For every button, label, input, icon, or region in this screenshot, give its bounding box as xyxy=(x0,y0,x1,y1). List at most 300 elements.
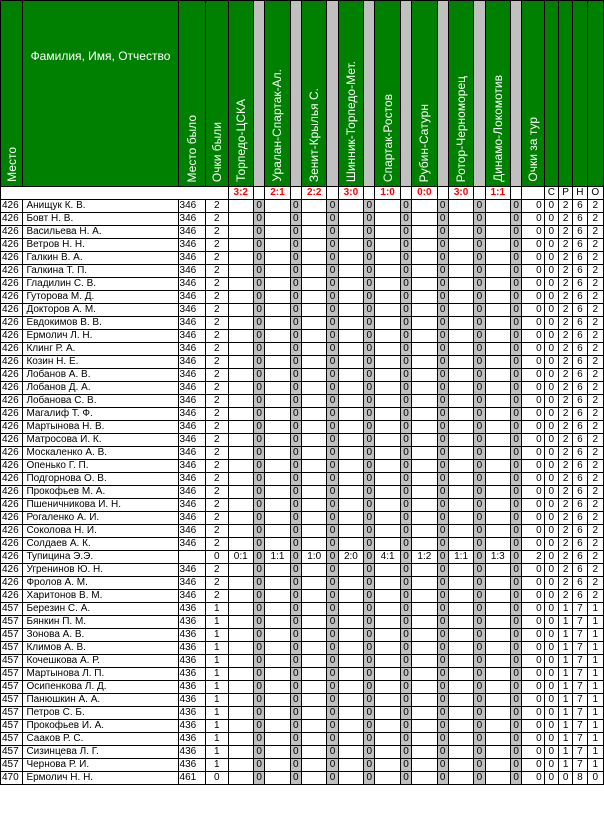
cell-n: 6 xyxy=(573,473,587,486)
cell-match-points: 0 xyxy=(511,772,522,785)
table-row xyxy=(1,759,604,772)
cell-prediction xyxy=(375,213,401,226)
cell-match-points: 0 xyxy=(400,226,411,239)
cell-match-points: 0 xyxy=(290,577,301,590)
cell-n: 7 xyxy=(573,642,587,655)
cell-o: 2 xyxy=(587,226,603,239)
cell-name: Гуторова М. Д. xyxy=(23,291,178,304)
cell-prediction xyxy=(265,564,291,577)
cell-prediction xyxy=(301,278,327,291)
cell-match-points: 0 xyxy=(254,447,265,460)
cell-match-points: 0 xyxy=(290,278,301,291)
cell-name: Галкина Т. П. xyxy=(23,265,178,278)
cell-match-points: 0 xyxy=(290,200,301,213)
cell-r: 2 xyxy=(558,551,572,564)
cell-prediction xyxy=(265,226,291,239)
match-score-spacer xyxy=(474,187,485,200)
cell-prediction xyxy=(301,473,327,486)
cell-s: 0 xyxy=(544,226,558,239)
cell-prediction xyxy=(301,486,327,499)
cell-prediction xyxy=(448,642,474,655)
cell-prediction xyxy=(412,213,438,226)
cell-n: 7 xyxy=(573,629,587,642)
cell-match-points: 0 xyxy=(254,460,265,473)
cell-match-points: 0 xyxy=(254,733,265,746)
cell-n: 6 xyxy=(573,382,587,395)
cell-match-points: 0 xyxy=(400,330,411,343)
cell-s: 0 xyxy=(544,772,558,785)
cell-prediction xyxy=(228,304,254,317)
cell-place-was: 346 xyxy=(178,460,206,473)
cell-match-points: 0 xyxy=(400,395,411,408)
cell-prediction xyxy=(338,486,364,499)
cell-match-points: 0 xyxy=(364,304,375,317)
cell-match-points: 0 xyxy=(290,759,301,772)
header-fio: Фамилия, Имя, Отчество xyxy=(23,1,178,187)
cell-prediction xyxy=(265,421,291,434)
cell-match-points: 0 xyxy=(327,473,338,486)
cell-prediction xyxy=(375,668,401,681)
cell-o: 2 xyxy=(587,304,603,317)
cell-match-points: 0 xyxy=(254,564,265,577)
cell-prediction xyxy=(448,213,474,226)
cell-prediction xyxy=(485,616,511,629)
cell-match-points: 0 xyxy=(254,551,265,564)
cell-match-points: 0 xyxy=(437,551,448,564)
cell-name: Осипенкова Л. Д. xyxy=(23,681,178,694)
cell-n: 7 xyxy=(573,603,587,616)
cell-match-points: 0 xyxy=(474,538,485,551)
header-srno-label: Р xyxy=(558,187,572,200)
match-score-spacer xyxy=(364,187,375,200)
cell-place: 426 xyxy=(1,525,23,538)
cell-points-tour: 0 xyxy=(522,564,544,577)
cell-match-points: 0 xyxy=(327,538,338,551)
cell-r: 2 xyxy=(558,356,572,369)
header-srno-blank xyxy=(573,1,587,187)
table-row xyxy=(1,421,604,434)
cell-match-points: 0 xyxy=(290,226,301,239)
cell-name: Гладилин С. В. xyxy=(23,278,178,291)
cell-prediction xyxy=(301,642,327,655)
cell-o: 2 xyxy=(587,252,603,265)
cell-match-points: 0 xyxy=(437,720,448,733)
match-score: 3:2 xyxy=(228,187,254,200)
cell-match-points: 0 xyxy=(364,564,375,577)
cell-prediction xyxy=(412,460,438,473)
cell-r: 2 xyxy=(558,408,572,421)
cell-match-points: 0 xyxy=(474,486,485,499)
cell-match-points: 0 xyxy=(511,733,522,746)
cell-match-points: 0 xyxy=(364,525,375,538)
cell-match-points: 0 xyxy=(327,564,338,577)
cell-match-points: 0 xyxy=(327,252,338,265)
cell-match-points: 0 xyxy=(364,551,375,564)
cell-n: 6 xyxy=(573,252,587,265)
cell-match-points: 0 xyxy=(364,603,375,616)
cell-match-points: 0 xyxy=(400,278,411,291)
cell-match-points: 0 xyxy=(254,265,265,278)
cell-match-points: 0 xyxy=(511,369,522,382)
cell-name: Галкин В. А. xyxy=(23,252,178,265)
cell-match-points: 0 xyxy=(290,512,301,525)
cell-match-points: 0 xyxy=(437,369,448,382)
cell-place-was: 346 xyxy=(178,512,206,525)
cell-match-points: 0 xyxy=(400,655,411,668)
cell-match-points: 0 xyxy=(254,291,265,304)
cell-prediction xyxy=(485,642,511,655)
cell-s: 0 xyxy=(544,343,558,356)
cell-prediction xyxy=(448,590,474,603)
cell-n: 6 xyxy=(573,343,587,356)
cell-points-were: 2 xyxy=(206,317,228,330)
cell-prediction xyxy=(338,343,364,356)
cell-prediction xyxy=(228,577,254,590)
cell-place: 426 xyxy=(1,356,23,369)
cell-place: 426 xyxy=(1,226,23,239)
cell-n: 7 xyxy=(573,746,587,759)
cell-match-points: 0 xyxy=(474,395,485,408)
cell-match-points: 0 xyxy=(437,733,448,746)
cell-place-was: 346 xyxy=(178,200,206,213)
cell-match-points: 0 xyxy=(290,707,301,720)
cell-place: 426 xyxy=(1,317,23,330)
cell-name: Бовт Н. В. xyxy=(23,213,178,226)
cell-match-points: 0 xyxy=(364,720,375,733)
cell-prediction xyxy=(338,668,364,681)
cell-prediction xyxy=(228,343,254,356)
cell-match-points: 0 xyxy=(290,655,301,668)
cell-points-tour: 0 xyxy=(522,655,544,668)
cell-match-points: 0 xyxy=(511,278,522,291)
cell-match-points: 0 xyxy=(400,603,411,616)
cell-name: Матросова И. К. xyxy=(23,434,178,447)
cell-prediction: 1:1 xyxy=(448,551,474,564)
cell-prediction xyxy=(375,343,401,356)
cell-prediction xyxy=(375,317,401,330)
cell-match-points: 0 xyxy=(364,239,375,252)
table-row xyxy=(1,343,604,356)
cell-o: 0 xyxy=(587,772,603,785)
cell-points-tour: 0 xyxy=(522,629,544,642)
cell-points-tour: 0 xyxy=(522,590,544,603)
cell-prediction xyxy=(338,421,364,434)
cell-prediction xyxy=(265,343,291,356)
cell-points-tour: 0 xyxy=(522,291,544,304)
cell-r: 2 xyxy=(558,395,572,408)
cell-points-tour: 0 xyxy=(522,668,544,681)
cell-s: 0 xyxy=(544,356,558,369)
cell-match-points: 0 xyxy=(364,642,375,655)
cell-place-was xyxy=(178,551,206,564)
cell-prediction xyxy=(228,421,254,434)
cell-prediction xyxy=(448,772,474,785)
cell-match-points: 0 xyxy=(474,473,485,486)
cell-prediction xyxy=(301,356,327,369)
cell-match-points: 0 xyxy=(327,213,338,226)
cell-match-points: 0 xyxy=(511,642,522,655)
cell-prediction xyxy=(375,694,401,707)
cell-place-was: 436 xyxy=(178,746,206,759)
cell-match-points: 0 xyxy=(437,265,448,278)
cell-prediction xyxy=(375,655,401,668)
cell-o: 2 xyxy=(587,499,603,512)
cell-match-points: 0 xyxy=(474,213,485,226)
cell-points-were: 2 xyxy=(206,460,228,473)
cell-prediction xyxy=(301,603,327,616)
cell-match-points: 0 xyxy=(254,239,265,252)
table-row xyxy=(1,447,604,460)
cell-prediction xyxy=(375,590,401,603)
cell-match-points: 0 xyxy=(474,642,485,655)
cell-match-points: 0 xyxy=(474,681,485,694)
cell-prediction xyxy=(412,733,438,746)
cell-place-was: 346 xyxy=(178,265,206,278)
cell-prediction xyxy=(485,577,511,590)
cell-match-points: 0 xyxy=(364,772,375,785)
cell-match-points: 0 xyxy=(437,447,448,460)
cell-n: 7 xyxy=(573,681,587,694)
cell-prediction xyxy=(412,278,438,291)
cell-o: 2 xyxy=(587,538,603,551)
cell-name: Панюшкин А. А. xyxy=(23,694,178,707)
cell-match-points: 0 xyxy=(474,252,485,265)
cell-r: 2 xyxy=(558,226,572,239)
cell-s: 0 xyxy=(544,395,558,408)
cell-match-points: 0 xyxy=(437,460,448,473)
cell-points-were: 1 xyxy=(206,629,228,642)
cell-prediction xyxy=(301,291,327,304)
cell-prediction xyxy=(228,213,254,226)
match-score: 2:1 xyxy=(265,187,291,200)
cell-match-points: 0 xyxy=(474,265,485,278)
cell-place-was: 346 xyxy=(178,447,206,460)
cell-points-tour: 2 xyxy=(522,551,544,564)
cell-place: 426 xyxy=(1,239,23,252)
cell-prediction xyxy=(375,577,401,590)
cell-match-points: 0 xyxy=(254,252,265,265)
cell-points-were: 0 xyxy=(206,551,228,564)
cell-match-points: 0 xyxy=(474,577,485,590)
cell-match-points: 0 xyxy=(364,746,375,759)
cell-match-points: 0 xyxy=(364,577,375,590)
cell-prediction xyxy=(448,759,474,772)
cell-name: Докторов А. М. xyxy=(23,304,178,317)
cell-prediction xyxy=(412,499,438,512)
cell-match-points: 0 xyxy=(437,382,448,395)
match-score: 3:0 xyxy=(338,187,364,200)
cell-match-points: 0 xyxy=(364,590,375,603)
cell-match-points: 0 xyxy=(437,525,448,538)
cell-prediction xyxy=(448,733,474,746)
cell-match-points: 0 xyxy=(290,746,301,759)
cell-prediction xyxy=(265,486,291,499)
header-points-were: Очки были xyxy=(206,1,228,187)
cell-place-was: 461 xyxy=(178,772,206,785)
cell-o: 2 xyxy=(587,590,603,603)
cell-prediction xyxy=(412,252,438,265)
cell-place-was: 346 xyxy=(178,421,206,434)
cell-match-points: 0 xyxy=(364,434,375,447)
cell-prediction xyxy=(485,707,511,720)
cell-s: 0 xyxy=(544,642,558,655)
cell-prediction xyxy=(375,434,401,447)
cell-match-points: 0 xyxy=(364,356,375,369)
cell-prediction xyxy=(338,746,364,759)
cell-match-points: 0 xyxy=(437,681,448,694)
cell-name: Ермолич Н. Н. xyxy=(23,772,178,785)
cell-match-points: 0 xyxy=(437,356,448,369)
cell-prediction xyxy=(375,356,401,369)
cell-prediction xyxy=(228,746,254,759)
cell-match-points: 0 xyxy=(327,291,338,304)
cell-match-points: 0 xyxy=(327,200,338,213)
cell-match-points: 0 xyxy=(327,525,338,538)
cell-prediction xyxy=(265,577,291,590)
cell-match-points: 0 xyxy=(254,694,265,707)
cell-s: 0 xyxy=(544,473,558,486)
cell-points-were: 1 xyxy=(206,655,228,668)
cell-place: 426 xyxy=(1,369,23,382)
cell-o: 2 xyxy=(587,486,603,499)
cell-prediction xyxy=(448,473,474,486)
cell-prediction xyxy=(265,213,291,226)
cell-points-were: 1 xyxy=(206,720,228,733)
cell-o: 2 xyxy=(587,421,603,434)
cell-match-points: 0 xyxy=(474,694,485,707)
cell-place-was: 346 xyxy=(178,343,206,356)
cell-points-tour: 0 xyxy=(522,369,544,382)
cell-o: 2 xyxy=(587,369,603,382)
cell-r: 1 xyxy=(558,707,572,720)
cell-prediction xyxy=(375,421,401,434)
cell-r: 2 xyxy=(558,460,572,473)
match-score-spacer xyxy=(327,187,338,200)
cell-match-points: 0 xyxy=(437,629,448,642)
cell-name: Фролов А. М. xyxy=(23,577,178,590)
header-match-gray xyxy=(364,1,375,187)
cell-match-points: 0 xyxy=(290,395,301,408)
cell-match-points: 0 xyxy=(290,538,301,551)
cell-prediction xyxy=(228,772,254,785)
cell-prediction xyxy=(228,408,254,421)
cell-match-points: 0 xyxy=(254,226,265,239)
cell-match-points: 0 xyxy=(400,707,411,720)
cell-o: 2 xyxy=(587,356,603,369)
cell-place: 426 xyxy=(1,551,23,564)
cell-match-points: 0 xyxy=(290,356,301,369)
cell-match-points: 0 xyxy=(364,694,375,707)
cell-prediction xyxy=(485,421,511,434)
cell-points-tour: 0 xyxy=(522,473,544,486)
cell-match-points: 0 xyxy=(290,486,301,499)
cell-r: 1 xyxy=(558,759,572,772)
header-match: Спартак-Ростов xyxy=(375,1,401,187)
cell-o: 2 xyxy=(587,395,603,408)
cell-o: 2 xyxy=(587,200,603,213)
cell-prediction xyxy=(265,278,291,291)
cell-r: 2 xyxy=(558,317,572,330)
cell-match-points: 0 xyxy=(290,447,301,460)
cell-prediction xyxy=(448,668,474,681)
cell-prediction xyxy=(338,564,364,577)
cell-match-points: 0 xyxy=(511,330,522,343)
cell-match-points: 0 xyxy=(474,200,485,213)
cell-points-were: 2 xyxy=(206,499,228,512)
cell-points-were: 2 xyxy=(206,239,228,252)
cell-prediction xyxy=(228,655,254,668)
cell-prediction xyxy=(485,538,511,551)
cell-name: Угренинов Ю. Н. xyxy=(23,564,178,577)
cell-prediction xyxy=(375,629,401,642)
cell-points-were: 1 xyxy=(206,733,228,746)
table-row xyxy=(1,278,604,291)
table-row xyxy=(1,382,604,395)
cell-match-points: 0 xyxy=(400,668,411,681)
cell-prediction xyxy=(265,499,291,512)
header-srno-label: Н xyxy=(573,187,587,200)
cell-r: 2 xyxy=(558,213,572,226)
cell-r: 1 xyxy=(558,629,572,642)
cell-prediction xyxy=(265,525,291,538)
cell-place: 426 xyxy=(1,291,23,304)
cell-place-was: 346 xyxy=(178,525,206,538)
cell-points-were: 2 xyxy=(206,200,228,213)
cell-r: 2 xyxy=(558,369,572,382)
cell-prediction xyxy=(265,590,291,603)
cell-prediction xyxy=(412,265,438,278)
cell-prediction xyxy=(485,499,511,512)
cell-prediction xyxy=(375,330,401,343)
cell-o: 2 xyxy=(587,278,603,291)
cell-prediction xyxy=(228,707,254,720)
cell-prediction xyxy=(375,252,401,265)
table-row xyxy=(1,304,604,317)
cell-place-was: 346 xyxy=(178,317,206,330)
cell-s: 0 xyxy=(544,629,558,642)
cell-name: Опенько Г. П. xyxy=(23,460,178,473)
cell-match-points: 0 xyxy=(400,317,411,330)
cell-match-points: 0 xyxy=(327,707,338,720)
cell-place-was: 436 xyxy=(178,668,206,681)
cell-prediction xyxy=(301,655,327,668)
cell-match-points: 0 xyxy=(290,629,301,642)
cell-points-were: 2 xyxy=(206,395,228,408)
cell-r: 2 xyxy=(558,473,572,486)
cell-match-points: 0 xyxy=(474,369,485,382)
cell-match-points: 0 xyxy=(254,759,265,772)
cell-match-points: 0 xyxy=(290,564,301,577)
cell-s: 0 xyxy=(544,447,558,460)
cell-place-was: 346 xyxy=(178,382,206,395)
cell-prediction xyxy=(265,707,291,720)
cell-match-points: 0 xyxy=(437,642,448,655)
cell-match-points: 0 xyxy=(327,668,338,681)
cell-match-points: 0 xyxy=(364,252,375,265)
header-match: Зенит-Крылья С. xyxy=(301,1,327,187)
cell-prediction xyxy=(228,629,254,642)
cell-match-points: 0 xyxy=(474,317,485,330)
cell-points-tour: 0 xyxy=(522,226,544,239)
cell-match-points: 0 xyxy=(364,265,375,278)
cell-match-points: 0 xyxy=(254,668,265,681)
cell-match-points: 0 xyxy=(474,629,485,642)
cell-prediction xyxy=(412,434,438,447)
cell-match-points: 0 xyxy=(364,655,375,668)
cell-prediction xyxy=(448,265,474,278)
cell-prediction xyxy=(375,486,401,499)
cell-match-points: 0 xyxy=(400,538,411,551)
